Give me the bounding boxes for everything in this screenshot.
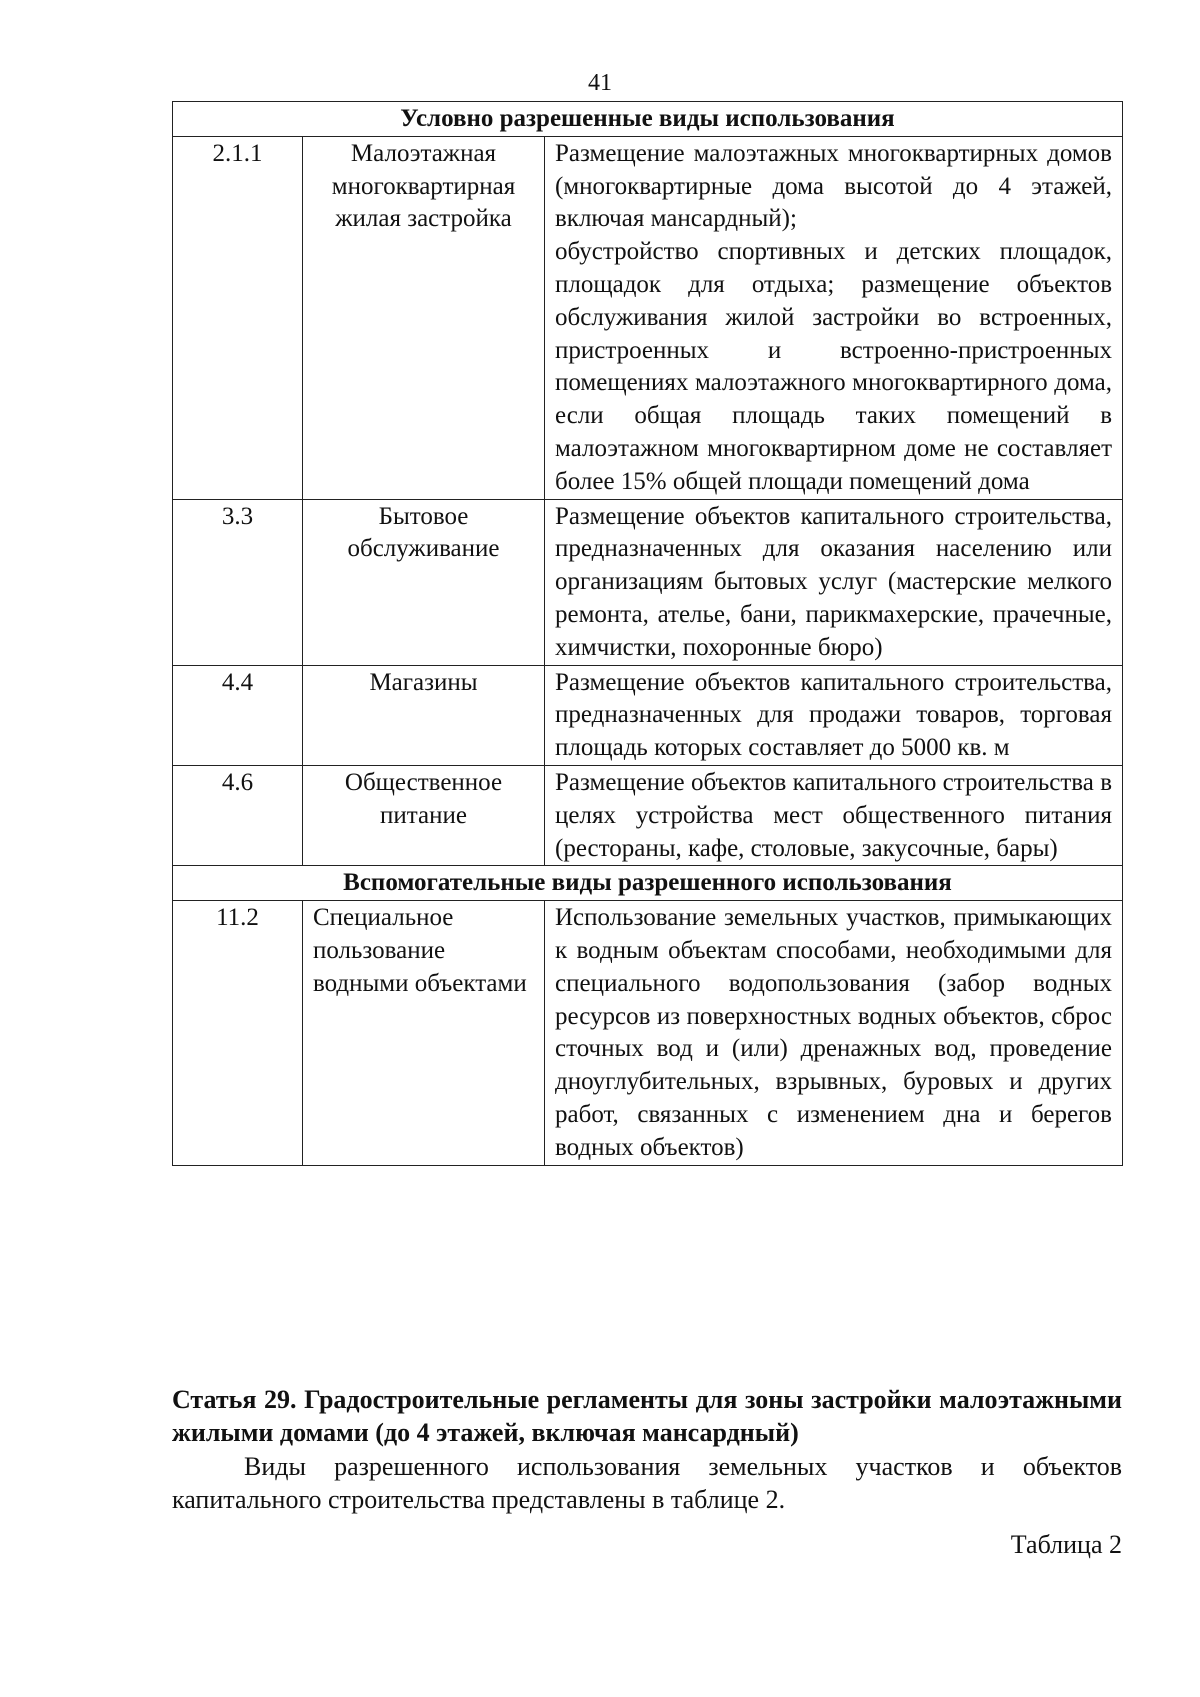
article-section [172,1383,1122,1561]
description-paragraph: Размещение малоэтажных многоквартирных домов (многоквартирные дома высотой до 4 этажей, включая мансардный); [555,139,1112,233]
row-code: 4.4 [173,665,303,765]
row-name: Магазины [303,665,545,765]
article-body: Виды разрешенного использования земельных участков и объектов капитального строительства представлены в таблице 2. [172,1452,1122,1514]
row-description [545,665,1123,765]
table-row [173,765,1123,865]
row-name: Специальное пользование водными объектами [303,901,545,1165]
row-name: Общественное питание [303,765,545,865]
page-number: 41 [588,70,612,96]
description-paragraph: Размещение объектов капитального строительства в целях устройства мест общественного питания (рестораны, кафе, столовые, закусочные, бары) [555,768,1112,862]
table-row [173,136,1123,499]
article-title: Статья 29. Градостроительные регламенты для зоны застройки малоэтажными жилыми домами (до 4 этажей, включая мансардный) [172,1385,1122,1447]
section-title: Вспомогательные виды разрешенного использования [173,866,1123,901]
description-paragraph: обустройство спортивных и детских площадок, площадок для отдыха; размещение объектов обслуживания жилой застройки во встроенных, пристроенных и встроенно-пристроенных помещениях малоэтажного многоквартирного дома, если общая площадь таких помещений в малоэтажном многоквартирном доме не составляет более 15% общей площади помещений дома [555,238,1112,495]
row-description [545,901,1123,1165]
description-paragraph: Размещение объектов капитального строительства, предназначенных для продажи товаров, торговая площадь которых составляет до 5000 кв. м [555,668,1112,762]
row-code: 2.1.1 [173,136,303,499]
row-name: Малоэтажная многоквартирная жилая застройка [303,136,545,499]
row-name: Бытовое обслуживание [303,499,545,665]
table-row [173,665,1123,765]
table-row [173,901,1123,1165]
table-caption: Таблица 2 [1010,1530,1122,1559]
row-description [545,136,1123,499]
row-code: 11.2 [173,901,303,1165]
description-paragraph: Использование земельных участков, примыкающих к водным объектам способами, необходимыми для специального водопользования (забор водных ресурсов из поверхностных водных объектов, сброс сточных вод и (или) дренажных вод, проведение дноуглубительных, взрывных, буровых и других работ, связанных с изменением дна и берегов водных объектов) [555,904,1112,1161]
description-paragraph: Размещение объектов капитального строительства, предназначенных для оказания населению или организациям бытовых услуг (мастерские мелкого ремонта, ателье, бани, парикмахерские, прачечные, химчистки, похоронные бюро) [555,502,1112,661]
section-header-row [173,102,1123,137]
section-title: Условно разрешенные виды использования [173,102,1123,137]
land-use-table [172,101,1123,1166]
row-description [545,765,1123,865]
row-description [545,499,1123,665]
section-header-row [173,866,1123,901]
row-code: 4.6 [173,765,303,865]
row-code: 3.3 [173,499,303,665]
table-row [173,499,1123,665]
